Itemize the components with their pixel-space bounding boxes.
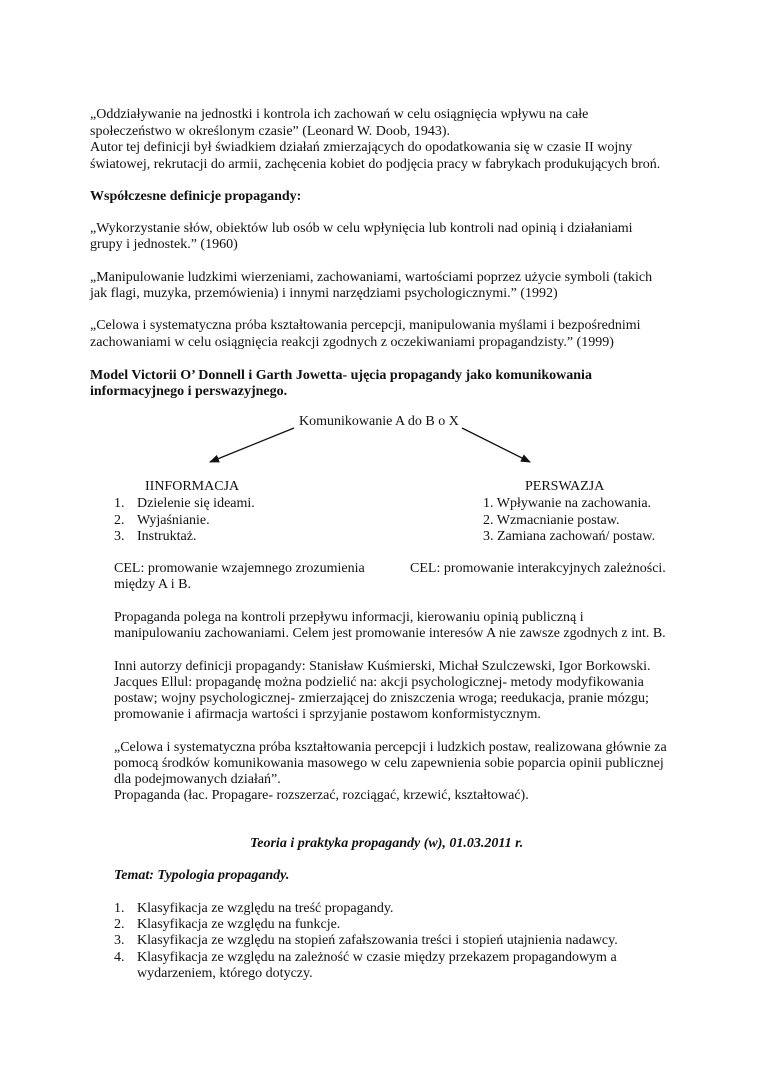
section-heading-modern: Współczesne definicje propagandy: — [90, 189, 302, 204]
definition-1992: „Manipulowanie ludzkimi wierzeniami, zachowaniami, wartościami poprzez użycie symboli (takich — [90, 270, 653, 285]
list-number: 4. — [114, 950, 125, 965]
list-item: 2. Wzmacnianie postaw. — [483, 513, 620, 528]
list-item: Klasyfikacja ze względu na treść propagandy. — [137, 901, 394, 916]
list-number: 2. — [114, 917, 125, 932]
list-number: 3. — [114, 933, 125, 948]
information-goal: CEL: promowanie wzajemnego zrozumienia — [114, 561, 365, 576]
lecture-topic: Temat: Typologia propagandy. — [114, 868, 290, 883]
list-number: 2. — [114, 513, 125, 528]
list-item: Dzielenie się ideami. — [137, 496, 255, 511]
quote-line: „Celowa i systematyczna próba kształtowania percepcji i ludzkich postaw, realizowana głównie za — [114, 740, 667, 755]
information-goal-cont: między A i B. — [114, 577, 191, 592]
list-item: Wyjaśnianie. — [137, 513, 210, 528]
information-title: IINFORMACJA — [145, 479, 240, 494]
list-item: Klasyfikacja ze względu na stopień zafałszowania treści i stopień utajnienia nadawcy. — [137, 933, 618, 948]
model-heading-cont: informacyjnego i perswazyjnego. — [90, 384, 288, 399]
persuasion-goal: CEL: promowanie interakcyjnych zależności. — [410, 561, 666, 576]
text-line: „Oddziaływanie na jednostki i kontrola ich zachowań w celu osiągnięcia wpływu na całe — [90, 107, 589, 122]
model-heading: Model Victorii O’ Donnell i Garth Jowetta- ujęcia propagandy jako komunikowania — [90, 368, 592, 383]
list-item: Instruktaż. — [137, 529, 197, 544]
summary-line: manipulowaniu zachowaniami. Celem jest promowanie interesów A nie zawsze zgodnych z int. B. — [114, 626, 666, 641]
text-line: światowej, rekrutacji do armii, zachęcenia kobiet do podjęcia pracy w fabrykach produkujących broń. — [90, 157, 661, 172]
definition-1992-cont: jak flagi, muzyka, przemówienia) i innymi narzędziami psychologicznymi.” (1992) — [90, 286, 558, 301]
etymology-line: Propaganda (łac. Propagare- rozszerzać, rozciągać, krzewić, kształtować). — [114, 788, 529, 803]
list-item-cont: wydarzeniem, którego dotyczy. — [137, 966, 313, 981]
lecture-title: Teoria i praktyka propagandy (w), 01.03.2011 r. — [250, 836, 524, 851]
list-item: 1. Wpływanie na zachowania. — [483, 496, 652, 511]
arrow-left — [210, 428, 294, 462]
list-item: Klasyfikacja ze względu na zależność w czasie między przekazem propagandowym a — [137, 950, 617, 965]
definition-1999-cont: zachowaniami w celu osiągnięcia reakcji zgodnych z oczekiwaniami propagandzisty.” (1999) — [90, 335, 614, 350]
definition-1999: „Celowa i systematyczna próba kształtowania percepcji, manipulowania myślami i bezpośrednimi — [90, 318, 641, 333]
list-number: 1. — [114, 496, 125, 511]
authors-line: Inni autorzy definicji propagandy: Stanisław Kuśmierski, Michał Szulczewski, Igor Borkowski. — [114, 659, 651, 674]
list-item: 3. Zamiana zachowań/ postaw. — [483, 529, 656, 544]
quote-line: pomocą środków komunikowania masowego w celu zapewnienia sobie poparcia opinii publicznej — [114, 756, 664, 771]
text-line: społeczeństwo w określonym czasie” (Leonard W. Doob, 1943). — [90, 124, 451, 139]
summary-line: Propaganda polega na kontroli przepływu informacji, kierowaniu opinią publiczną i — [114, 610, 584, 625]
diagram-center-label: Komunikowanie A do B o X — [299, 414, 459, 429]
definition-1960: „Wykorzystanie słów, obiektów lub osób w celu wpłynięcia lub kontroli nad opinią i działaniami — [90, 221, 633, 236]
list-item: Klasyfikacja ze względu na funkcje. — [137, 917, 341, 932]
persuasion-title: PERSWAZJA — [525, 479, 605, 494]
authors-line: Jacques Ellul: propagandę można podzielić na: akcji psychologicznej- metody modyfikowania — [114, 675, 644, 690]
arrow-right — [462, 428, 530, 462]
quote-line: dla podejmowanych działań”. — [114, 772, 281, 787]
definition-1960-cont: grupy i jednostek.” (1960) — [90, 237, 238, 252]
list-number: 3. — [114, 529, 125, 544]
text-line: Autor tej definicji był świadkiem działań zmierzających do opodatkowania się w czasie II wojny — [90, 140, 633, 155]
authors-line: postaw; wojny psychologicznej- zmierzającej do zniszczenia wroga; reedukacja, pranie mózgu; — [114, 691, 649, 706]
authors-line: promowanie i afirmacja wartości i sprzyjanie postawom konformistycznym. — [114, 707, 541, 722]
list-number: 1. — [114, 901, 125, 916]
